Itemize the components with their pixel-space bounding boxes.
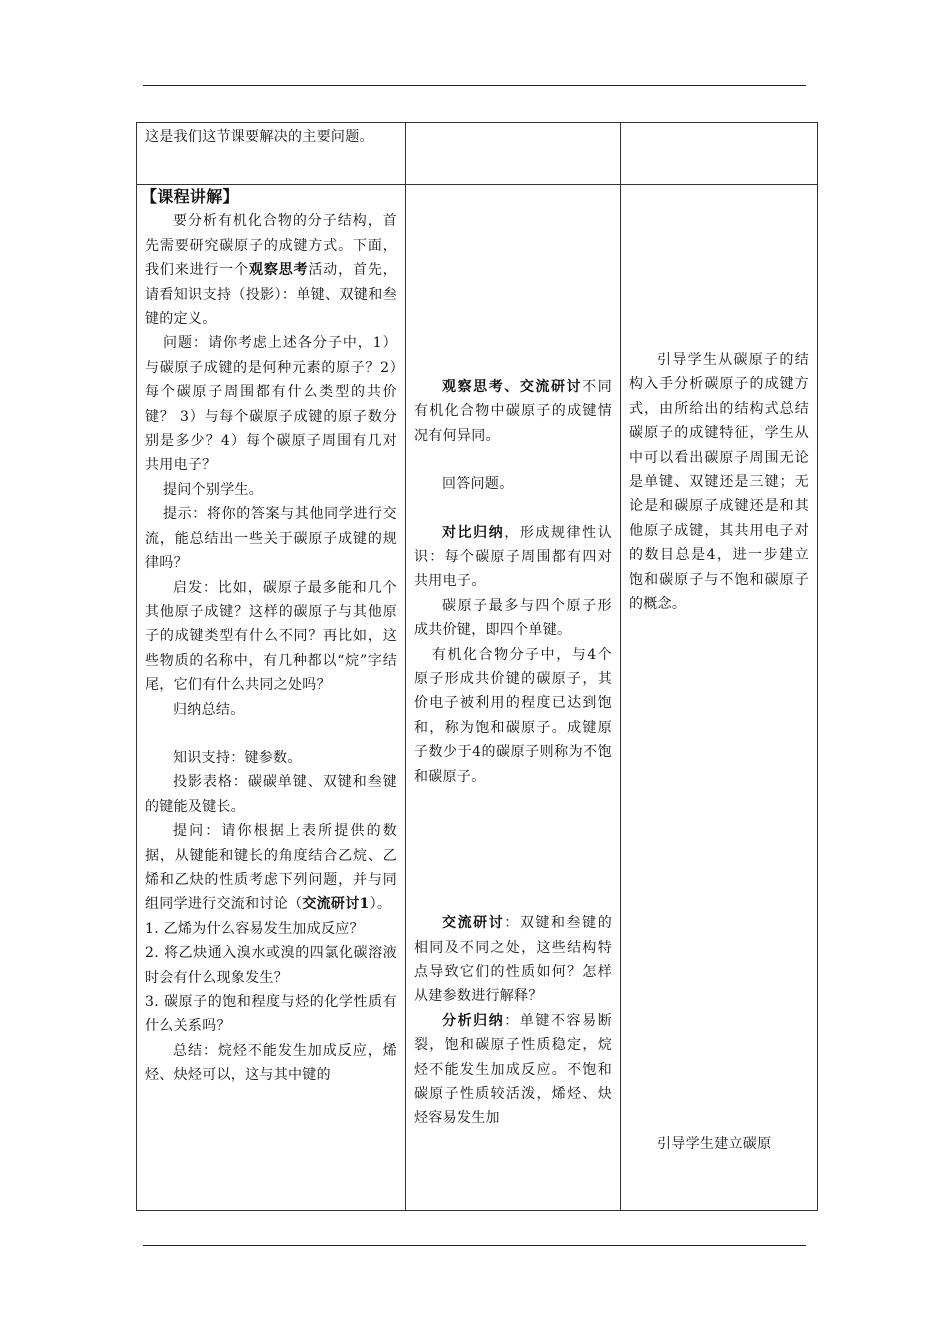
question-paragraph: 问题：请你考虑上述各分子中，1）与碳原子成键的是何种元素的原子？2）每个碳原子周围都有什么类型的共价键？ 3）与每个碳原子成键的原子数分别是多少？4）每个碳原子周围有几对共用电子？ <box>145 335 397 474</box>
observe-text: 不同有机化合物中碳原子的成键情况有何异同。 <box>414 379 612 444</box>
analysis-text: ：单键不容易断裂，饱和碳原子性质稳定，烷烃不能发生加成反应。不饱和碳原子性质较活泼，烯烃、炔烃容易发生加 <box>414 1012 612 1127</box>
design-note-2: 引导学生建立碳原 <box>657 1136 772 1153</box>
projection-table: 投影表格：碳碳单键、双键和叁键的键能及键长。 <box>145 774 397 815</box>
exchange-text: ：双键和叁键的相同及不同之处，这些结构特点导致它们的性质如何？怎样从建参数进行解释？ <box>414 915 612 1005</box>
intro-bold: 观察思考 <box>248 262 309 279</box>
saturated-carbon: 有机化合物分子中，与4个原子形成共价键的碳原子，其价电子被利用的程度已达到饱和，称为饱和碳原子。成键原子数少于4的碳原子则称为不饱和碳原子。 <box>414 646 612 785</box>
question-prompt <box>145 819 397 917</box>
student-activity-cell <box>406 185 621 1211</box>
question-3: 3. 碳原子的饱和程度与烃的化学性质有什么关系吗？ <box>145 994 397 1035</box>
prompt-text: 提问：请你根据上表所提供的数据，从键能和键长的角度结合乙烷、乙烯和乙炔的性质考虑下列问题，并与同组同学进行交流和讨论（ <box>145 823 397 913</box>
ask-student: 提问个别学生。 <box>163 481 264 498</box>
summary-label: 归纳总结。 <box>173 701 245 718</box>
question-1: 1. 乙烯为什么容易发生加成反应？ <box>145 920 364 937</box>
header-rule <box>143 85 806 86</box>
section-heading: 【课程讲解】 <box>141 187 239 206</box>
hint-paragraph: 提示：将你的答案与其他同学进行交流，能总结出一些关于碳原子成键的规律吗？ <box>145 506 397 572</box>
knowledge-support: 知识支持：键参数。 <box>173 749 302 766</box>
compare-bold: 对比归纳 <box>442 524 505 541</box>
compare-summarize <box>414 521 612 594</box>
observe-activity <box>414 375 612 448</box>
row1-student-cell <box>406 123 621 185</box>
exchange-bold: 交流研讨 <box>442 915 505 932</box>
intro-text-end: 活动，首先，请看知识支持（投影）：单键、双键和叁键的定义。 <box>145 262 397 328</box>
observe-bold: 观察思考、交流研讨 <box>442 379 583 395</box>
design-note-1: 引导学生从碳原子的结构入手分析碳原子的成键方式，由所给出的结构式总结碳原子的成键特征，学生从中可以看出碳原子周围无论是单键、双键还是三键；无论是和碳原子成键还是和其他原子成键，其共用电子对的数目总是4，进一步建立饱和碳原子与不饱和碳原子的概念。 <box>629 352 809 613</box>
prompt-text-end: ）。 <box>369 896 392 913</box>
summary-paragraph: 总结：烷烃不能发生加成反应，烯烃、炔烃可以，这与其中键的 <box>145 1042 397 1084</box>
row1-teacher-cell <box>137 123 406 185</box>
analysis-summary <box>414 1009 612 1131</box>
table-row <box>137 123 818 185</box>
carbon-bond-max: 碳原子最多与四个原子形成共价键，即四个单键。 <box>414 597 612 639</box>
inspire-paragraph: 启发：比如，碳原子最多能和几个其他原子成键？这样的碳原子与其他原子的成键类型有什么不同？再比如，这些物质的名称中，有几种都以“烷”字结尾，它们有什么共同之处吗？ <box>145 579 397 694</box>
exchange-discussion <box>414 911 612 1009</box>
footer-rule <box>143 1245 806 1246</box>
prompt-bold: 交流研讨1 <box>302 896 370 913</box>
row1-text: 这是我们这节课要解决的主要问题。 <box>145 129 374 145</box>
intro-text: 要分析有机化合物的分子结构，首先需要研究碳原子的成键方式。下面，我们来进行一个 <box>145 213 397 279</box>
intro-paragraph <box>145 209 397 331</box>
row1-note-cell <box>621 123 818 185</box>
teacher-activity-cell <box>137 185 406 1211</box>
compare-text: ，形成规律性认识：每个碳原子周围都有四对共用电子。 <box>414 524 612 590</box>
analysis-bold: 分析归纳 <box>442 1012 505 1029</box>
answer-question: 回答问题。 <box>442 476 514 493</box>
table-row <box>137 185 818 1211</box>
lesson-table <box>136 122 818 1211</box>
design-intent-cell <box>621 185 818 1211</box>
question-2: 2. 将乙炔通入溴水或溴的四氯化碳溶液时会有什么现象发生？ <box>145 945 397 986</box>
